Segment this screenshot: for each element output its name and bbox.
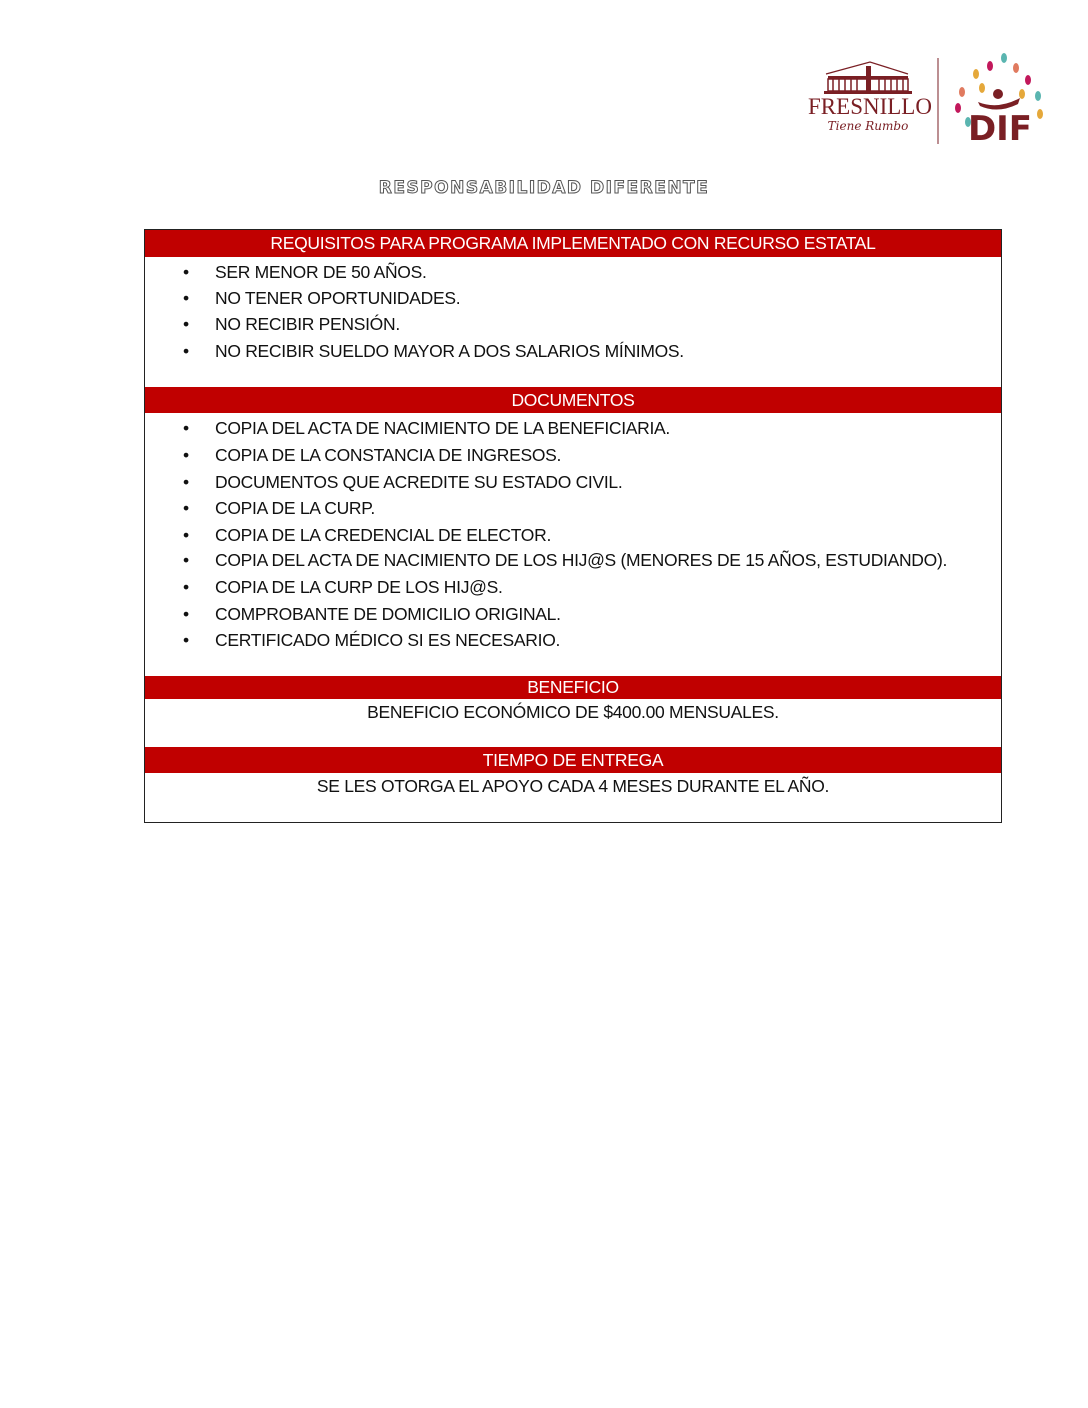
svg-text:DIF: DIF	[967, 109, 1033, 148]
section-header-entrega: TIEMPO DE ENTREGA	[145, 747, 1001, 773]
page-title: RESPONSABILIDAD DIFERENTE	[378, 178, 710, 198]
list-item: • NO RECIBIR SUELDO MAYOR A DOS SALARIOS MÍNIMOS.	[215, 340, 684, 362]
list-item: • DOCUMENTOS QUE ACREDITE SU ESTADO CIVIL.	[215, 471, 622, 493]
delivery-text: SE LES OTORGA EL APOYO CADA 4 MESES DURANTE EL AÑO.	[316, 776, 830, 796]
list-item: • COPIA DE LA CREDENCIAL DE ELECTOR.	[215, 524, 551, 546]
list-item: • COPIA DE LA CURP DE LOS HIJ@S.	[215, 576, 503, 598]
list-item: • COPIA DEL ACTA DE NACIMIENTO DE LOS HIJ@S (MENORES DE 15 AÑOS, ESTUDIANDO).	[215, 549, 947, 571]
requirements-table	[144, 229, 1002, 823]
list-item: • COPIA DEL ACTA DE NACIMIENTO DE LA BENEFICIARIA.	[215, 417, 670, 439]
list-item: • COPIA DE LA CURP.	[215, 497, 375, 519]
list-item: • COPIA DE LA CONSTANCIA DE INGRESOS.	[215, 444, 561, 466]
list-item: • NO RECIBIR PENSIÓN.	[215, 313, 400, 335]
section-header-documentos: DOCUMENTOS	[145, 387, 1001, 413]
list-item: • CERTIFICADO MÉDICO SI ES NECESARIO.	[215, 629, 560, 651]
list-item: • SER MENOR DE 50 AÑOS.	[215, 261, 427, 283]
benefit-text: BENEFICIO ECONÓMICO DE $400.00 MENSUALES.	[367, 702, 779, 722]
svg-text:Tiene Rumbo: Tiene Rumbo	[827, 119, 909, 133]
svg-text:FRESNILLO: FRESNILLO	[808, 94, 932, 119]
section-header-requisitos: REQUISITOS PARA PROGRAMA IMPLEMENTADO CON RECURSO ESTATAL	[145, 230, 1001, 257]
list-item: • NO TENER OPORTUNIDADES.	[215, 287, 460, 309]
fresnillo-dif-logo	[808, 44, 1052, 148]
section-header-beneficio: BENEFICIO	[145, 676, 1001, 699]
list-item: • COMPROBANTE DE DOMICILIO ORIGINAL.	[215, 603, 561, 625]
